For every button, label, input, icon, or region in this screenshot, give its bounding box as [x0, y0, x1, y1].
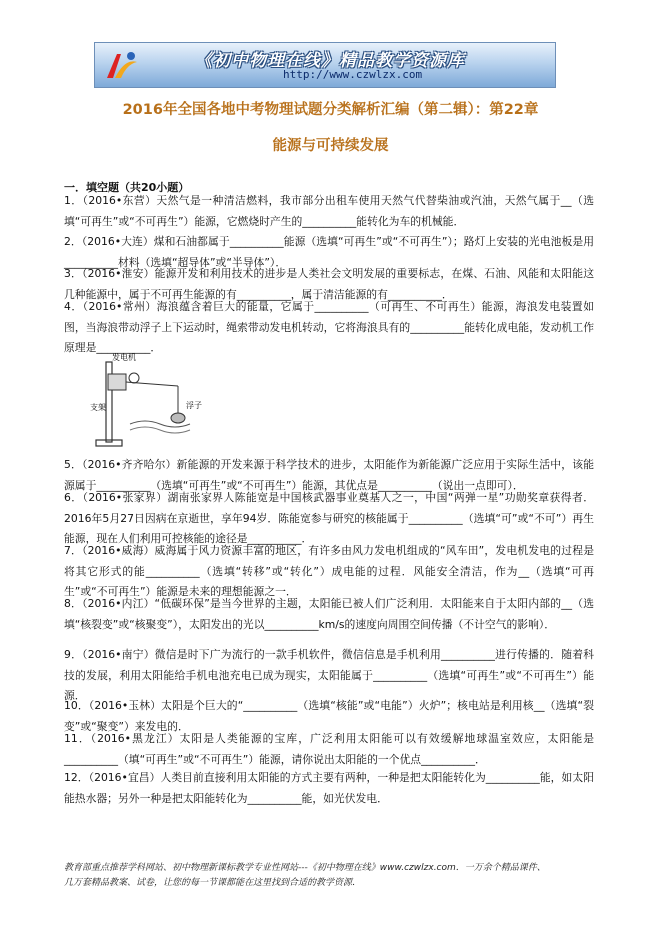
section-title: 一．填空题（共20小题）	[64, 181, 190, 194]
question-1: 1．（2016•东营）天然气是一种清洁燃料，我市部分出租车使用天然气代替柴油或汽油，天然气属于__（选填“可再生”或“不可再生”）能源，它燃烧时产生的__________能转化为车的机械能．	[64, 194, 594, 228]
label-stand: 支架	[90, 403, 106, 412]
wave-generator-diagram	[90, 352, 205, 452]
banner-title: 《初中物理在线》精品教学资源库	[195, 51, 465, 71]
label-generator: 发电机	[112, 353, 136, 362]
page-footer	[64, 861, 599, 891]
site-banner	[94, 42, 556, 88]
question-11: 11．（2016•黑龙江）太阳是人类能源的宝库，广泛利用太阳能可以有效缓解地球温室效应，太阳能是__________（填“可再生”或“不可再生”）能源，请你说出太阳能的一个优点__________．	[64, 732, 594, 766]
site-logo-icon	[101, 48, 141, 82]
question-7: 7．（2016•威海）威海属于风力资源丰富的地区，有许多由风力发电机组成的“风车田”，发电机发电的过程是将其它形式的能__________（选填“转移”或“转化”）成电能的过程．风能安全清洁，作为__（选填“可再生”或“不可再生”）能源是未来的理想能源之一．	[64, 544, 594, 598]
question-10: 10．（2016•玉林）太阳是个巨大的“__________（选填“核能”或“电能”）火炉”；核电站是利用核__（选填“裂变”或“聚变”）来发电的．	[64, 699, 594, 733]
label-float: 浮子	[186, 401, 202, 410]
question-6: 6．（2016•张家界）湖南张家界人陈能宽是中国核武器事业奠基人之一，中国“两弹一星”功勋奖章获得者．2016年5月27日因病在京逝世，享年94岁．陈能宽参与研究的核能属于__________（选填“可”或“不可”）再生能源，现在人们利用可控核能的途径是__________．	[64, 491, 594, 545]
chapter-title: 能源与可持续发展	[272, 138, 389, 154]
question-9: 9．（2016•南宁）微信是时下广为流行的一款手机软件，微信信息是手机利用__________进行传播的．随着科技的发展，利用太阳能给手机电池充电已成为现实，太阳能属于__________（选填“可再生”或“不可再生”）能源．	[64, 648, 594, 702]
page-title: 2016年全国各地中考物理试题分类解析汇编（第二辑）：第22章	[122, 102, 539, 118]
question-2: 2．（2016•大连）煤和石油都属于__________能源（选填“可再生”或“不可再生”）；路灯上安装的光电池板是用__________材料（选填“超导体”或“半导体”）．	[64, 235, 594, 269]
question-12: 12．（2016•宜昌）人类目前直接利用太阳能的方式主要有两种，一种是把太阳能转化为__________能，如太阳能热水器；另外一种是把太阳能转化为__________能，如光伏发电．	[64, 771, 594, 805]
banner-url: http://www.czwlzx.com	[283, 68, 423, 81]
question-4: 4．（2016•常州）海浪蕴含着巨大的能量，它属于__________（可再生、不可再生）能源，海浪发电装置如图，当海浪带动浮子上下运动时，绳索带动发电机转动，它将海浪具有的__________能转化成电能，发动机工作原理是__________．	[64, 300, 594, 354]
question-5: 5．（2016•齐齐哈尔）新能源的开发来源于科学技术的进步，太阳能作为新能源广泛应用于实际生活中，该能源属于__________（选填“可再生”或“不可再生”）能源，其优点是__________（说出一点即可）．	[64, 458, 594, 492]
footer-line-2: 几万套精品教案、试卷，让您的每一节课都能在这里找到合适的教学资源．	[64, 878, 362, 888]
question-3: 3．（2016•淮安）能源开发和利用技术的进步是人类社会文明发展的重要标志，在煤、石油、风能和太阳能这几种能源中，属于不可再生能源的有__________，属于清洁能源的有__________．	[64, 267, 594, 301]
footer-line-1: 教育部重点推荐学科网站、初中物理新课标教学专业性网站---《初中物理在线》www.czwlzx.com．一万余个精品课件、	[64, 863, 546, 873]
question-8: 8．（2016•内江）“低碳环保”是当今世界的主题，太阳能已被人们广泛利用．太阳能来自于太阳内部的__（选填“核裂变”或“核聚变”），太阳发出的光以__________km/s的速度向周围空间传播（不计空气的影响）．	[64, 597, 594, 631]
